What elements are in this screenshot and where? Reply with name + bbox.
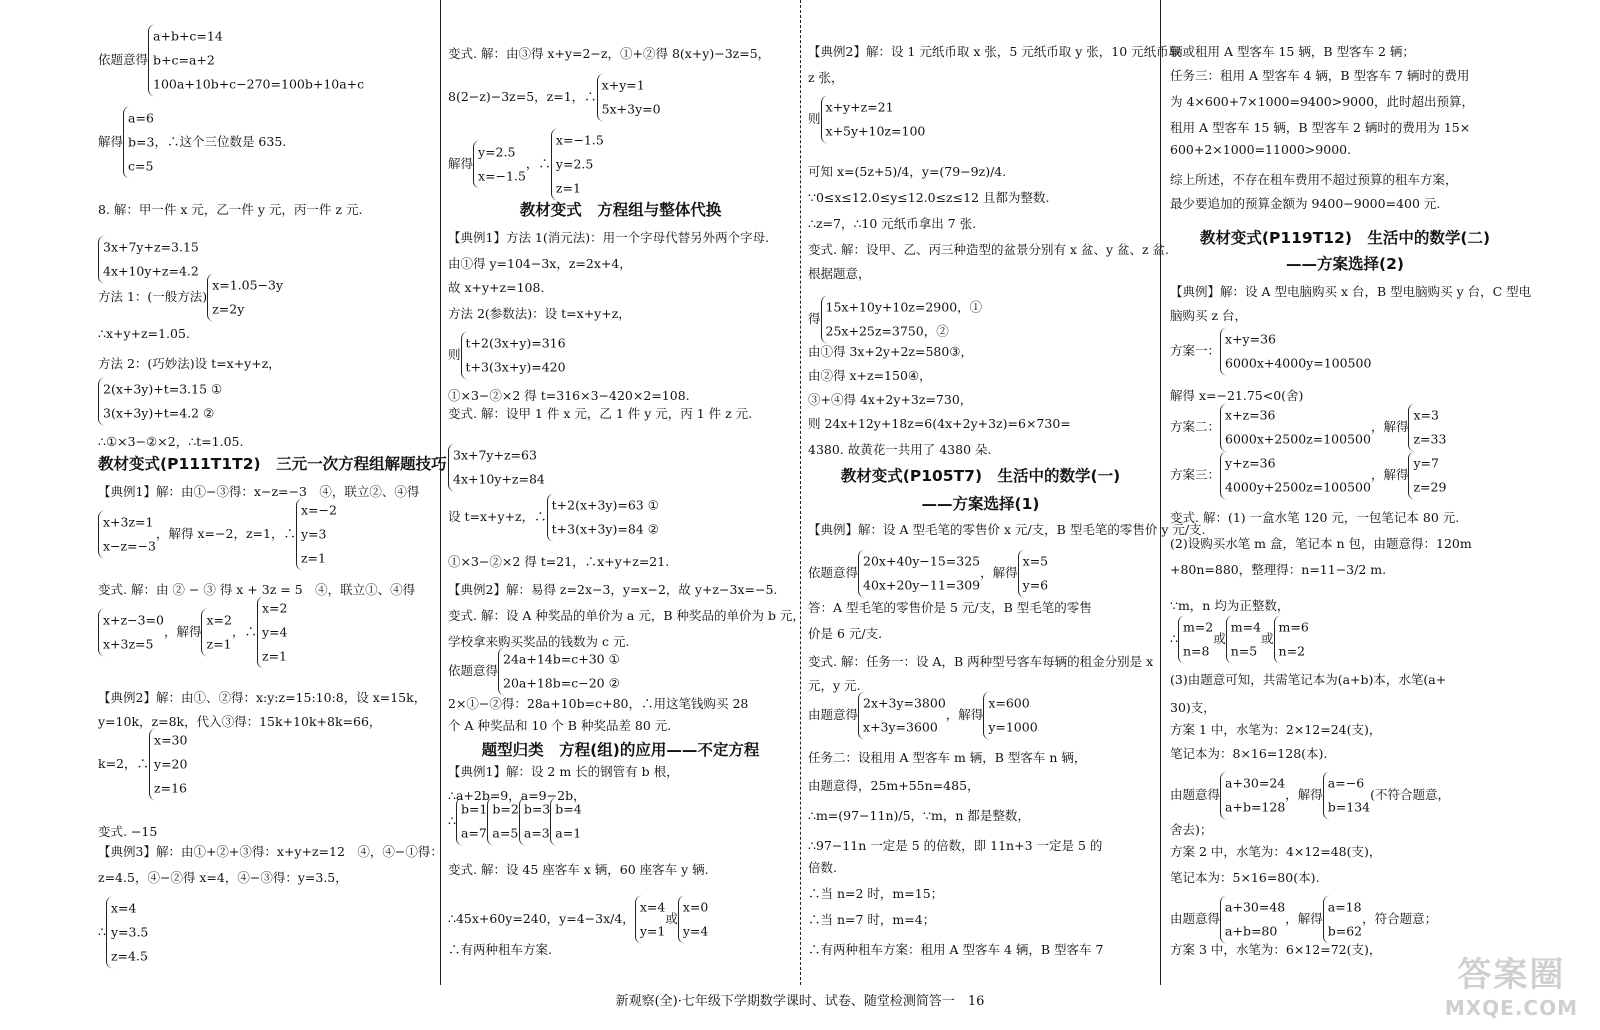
- answer-line: ∴b=1 a=7b=2 a=5b=3 a=3b=4 a=1: [448, 798, 793, 846]
- equation-system: x=0 y=4: [678, 896, 709, 944]
- answer-line: ∴有两种租车方案.: [448, 942, 552, 957]
- answer-line: ①×3−②×2 得 t=316×3−420×2=108.: [448, 388, 690, 403]
- answer-line: 30)支，: [1170, 700, 1216, 715]
- answer-line: ∴45x+60y=240，y=4−3x/4，x=4 y=1或x=0 y=4: [448, 896, 793, 944]
- answer-line: [98, 378, 436, 426]
- answer-line: 2×①−②得：28a+10b=c+80，∴用这笔钱购买 28: [448, 696, 749, 711]
- answer-line: 依题意得a+b+c=14 b+c=a+2 100a+10b+c−270=100b+10a+c: [98, 24, 436, 96]
- answer-line: 变式. 解：设 45 座客车 x 辆，60 座客车 y 辆.: [448, 862, 709, 877]
- equation-system: x=4 y=3.5 z=4.5: [106, 896, 148, 968]
- section-heading: 教材变式(P119T12) 生活中的数学(二): [1199, 229, 1491, 247]
- answer-line: ③+④得 4x+2y+3z=730，: [808, 392, 973, 407]
- answer-line: 学校拿来购买奖品的钱数为 c 元.: [448, 634, 630, 649]
- equation-system: m=4 n=5: [1226, 616, 1261, 664]
- section-heading: ——方案选择(2): [1286, 255, 1404, 273]
- equation-system: x+z=36 6000x+2500z=100500: [1220, 404, 1371, 452]
- section-heading: 教材变式(P105T7) 生活中的数学(一): [840, 467, 1121, 485]
- equation-system: 15x+10y+10z=2900，① 25x+25z=3750，②: [821, 296, 983, 344]
- column-divider: [440, 0, 441, 985]
- equation-system: m=2 n=8: [1178, 616, 1213, 664]
- answer-line: ∴有两种租车方案：租用 A 型客车 4 辆，B 型客车 7: [808, 942, 1104, 957]
- answer-line: ∴97−11n 一定是 5 的倍数，即 11n+3 一定是 5 的: [808, 838, 1103, 853]
- answer-line: 租用 A 型客车 15 辆，B 型客车 2 辆时的费用为 15×: [1170, 120, 1471, 135]
- answer-line: 得15x+10y+10z=2900，① 25x+25z=3750，②: [808, 296, 1153, 344]
- equation-system: a=18 b=62: [1323, 896, 1362, 944]
- answer-line: 依题意得24a+14b=c+30 ① 20a+18b=c−20 ②: [448, 648, 793, 696]
- answer-line: 8(2−z)−3z=5，z=1，∴x+y=1 5x+3y=0: [448, 74, 793, 122]
- answer-line: ∴当 n=7 时，m=4；: [808, 912, 936, 927]
- answer-line: 【典例2】解：由①、②得：x:y:z=15:10:8，设 x=15k，: [98, 690, 427, 705]
- equation-system: a=−6 b=134: [1323, 772, 1370, 820]
- equation-system: x=4 y=1: [635, 896, 666, 944]
- answer-line: 由①得 3x+2y+2z=580③，: [808, 344, 974, 359]
- equation-system: 24a+14b=c+30 ① 20a+18b=c−20 ②: [498, 648, 620, 696]
- answer-line: 故 x+y+z=108.: [448, 280, 545, 295]
- answer-line: 方案 2 中，水笔为：4×12=48(支)，: [1170, 844, 1382, 859]
- answer-line: 任务三：租用 A 型客车 4 辆，B 型客车 7 辆时的费用: [1170, 68, 1470, 83]
- answer-line: 变式. 解：设 A 种奖品的单价为 a 元，B 种奖品的单价为 b 元，: [448, 608, 805, 623]
- equation-system: x=1.05−3y z=2y: [207, 274, 283, 322]
- section-heading: 教材变式 方程组与整体代换: [519, 201, 722, 219]
- watermark-url: MXQE.COM: [1444, 996, 1578, 1020]
- answer-line: 脑购买 z 台，: [1170, 308, 1248, 323]
- equation-system: 2x+3y=3800 x+3y=3600: [858, 692, 946, 740]
- answer-line: 变式. 解：(1) 一盒水笔 120 元，一包笔记本 80 元.: [1170, 510, 1460, 525]
- answer-line: ∴x+y+z=1.05.: [98, 326, 190, 341]
- answer-line: k=2，∴x=30 y=20 z=16: [98, 728, 436, 800]
- answer-line: 600+2×1000=11000>9000.: [1170, 142, 1352, 157]
- equation-system: x=−1.5 y=2.5 z=1: [551, 128, 604, 200]
- answer-line: 根据题意，: [808, 266, 871, 281]
- watermark-text: 答案圈: [1457, 955, 1566, 995]
- answer-line: ∴当 n=2 时，m=15；: [808, 886, 944, 901]
- answer-line: y=10k，z=8k，代入③得：15k+10k+8k=66，: [98, 714, 382, 729]
- answer-line: 【典例1】方法 1(消元法)：用一个字母代替另外两个字母.: [448, 230, 770, 245]
- answer-line: 【典例1】解：由①−③得：x−z=−3 ④，联立②、④得: [98, 484, 420, 499]
- answer-line: ∴z=7，∴10 元纸币拿出 7 张.: [808, 216, 977, 231]
- equation-system: 3x+7y+z=63 4x+10y+z=84: [448, 444, 545, 492]
- answer-line: 【典例】解：设 A 型电脑购买 x 台，B 型电脑购买 y 台，C 型电: [1170, 284, 1532, 299]
- section-heading: 题型归类 方程(组)的应用——不定方程: [481, 741, 760, 759]
- equation-system: a+30=48 a+b=80: [1220, 896, 1285, 944]
- equation-system: y+z=36 4000y+2500z=100500: [1220, 452, 1371, 500]
- answer-line: 方法 2：(巧妙法)设 t=x+y+z，: [98, 356, 281, 371]
- equation-system: x+y+z=21 x+5y+10z=100: [821, 96, 926, 144]
- equation-system: b=1 a=7: [456, 798, 487, 846]
- answer-line: 【典例2】解：设 1 元纸币取 x 张，5 元纸币取 y 张，10 元纸币取: [808, 44, 1182, 59]
- answer-line: 【典例】解：设 A 型毛笔的零售价 x 元/支，B 型毛笔的零售价 y 元/支.: [808, 522, 1206, 537]
- answer-line: 价是 6 元/支.: [808, 626, 883, 641]
- equation-system: y=7 z=29: [1408, 452, 1446, 500]
- answer-line: 【典例1】解：设 2 m 长的钢管有 b 根，: [448, 764, 679, 779]
- answer-line: 辆或租用 A 型客车 15 辆，B 型客车 2 辆；: [1170, 44, 1415, 59]
- equation-system: x+y=36 6000x+4000y=100500: [1220, 328, 1371, 376]
- answer-line: z 张，: [808, 70, 844, 85]
- equation-system: x+y=1 5x+3y=0: [597, 74, 661, 122]
- equation-system: x=30 y=20 z=16: [149, 728, 187, 800]
- answer-line: ①×3−②×2 得 t=21，∴x+y+z=21.: [448, 554, 670, 569]
- equation-system: 2(x+3y)+t=3.15 ① 3(x+3y)+t=4.2 ②: [98, 378, 222, 426]
- column-divider: [1160, 0, 1161, 985]
- column-divider: [800, 0, 801, 985]
- answer-line: 由①得 y=104−3x，z=2x+4，: [448, 256, 632, 271]
- answer-line: 解得 x=−21.75<0(舍): [1170, 388, 1304, 403]
- answer-line: 解得y=2.5 x=−1.5，∴x=−1.5 y=2.5 z=1: [448, 128, 793, 200]
- answer-line: 倍数.: [808, 860, 837, 875]
- answer-line: x+3z=1 x−z=−3，解得 x=−2，z=1，∴x=−2 y=3 z=1: [98, 498, 436, 570]
- equation-system: 20x+40y−15=325 40x+20y−11=309: [858, 550, 980, 598]
- answer-line: 变式. 解：由③得 x+y=2−z，①+②得 8(x+y)−3z=5，: [448, 46, 771, 61]
- equation-system: x=5 y=6: [1018, 550, 1049, 598]
- answer-line: 方法 2(参数法)：设 t=x+y+z，: [448, 306, 631, 321]
- answer-line: 方案 1 中，水笔为：2×12=24(支)，: [1170, 722, 1382, 737]
- answer-line: 最少要追加的预算金额为 9400−9000=400 元.: [1170, 196, 1441, 211]
- answer-line: 方案二：x+z=36 6000x+2500z=100500，解得x=3 z=33: [1170, 404, 1520, 452]
- answer-line: 则x+y+z=21 x+5y+10z=100: [808, 96, 1153, 144]
- answer-line: 由题意得a+30=24 a+b=128，解得a=−6 b=134(不符合题意，: [1170, 772, 1520, 820]
- answer-line: 答：A 型毛笔的零售价是 5 元/支，B 型毛笔的零售: [808, 600, 1092, 615]
- answer-line: ∴m=(97−11n)/5，∵m，n 都是整数，: [808, 808, 1030, 823]
- answer-line: 设 t=x+y+z，∴t+2(x+3y)=63 ① t+3(x+3y)=84 ②: [448, 494, 793, 542]
- answer-line: ∴m=2 n=8或m=4 n=5或m=6 n=2: [1170, 616, 1520, 664]
- answer-line: 4380. 故黄花一共用了 4380 朵.: [808, 442, 992, 457]
- answer-line: 为 4×600+7×1000=9400>9000，此时超出预算，: [1170, 94, 1475, 109]
- answer-line: 【典例2】解：易得 z=2x−3，y=x−2，故 y+z−3x=−5.: [448, 582, 778, 597]
- answer-line: 个 A 种奖品和 10 个 B 种奖品差 80 元.: [448, 718, 672, 733]
- equation-system: x=3 z=33: [1408, 404, 1446, 452]
- answer-line: 笔记本为：5×16=80(本).: [1170, 870, 1320, 885]
- answer-line: ∴x=4 y=3.5 z=4.5: [98, 896, 436, 968]
- answer-line: 依题意得20x+40y−15=325 40x+20y−11=309，解得x=5 y=6: [808, 550, 1153, 598]
- answer-line: 元，y 元.: [808, 678, 861, 693]
- answer-line: 变式. 解：由 ② − ③ 得 x + 3z = 5 ④，联立①、④得: [98, 582, 416, 597]
- answer-line: x+z−3=0 x+3z=5，解得x=2 z=1，∴x=2 y=4 z=1: [98, 596, 436, 668]
- answer-line: ∵0≤x≤12.0≤y≤12.0≤z≤12 且都为整数.: [808, 190, 1050, 205]
- answer-line: ∵m，n 均为正整数，: [1170, 598, 1290, 613]
- answer-line: 由②得 x+z=150④，: [808, 368, 932, 383]
- equation-system: x=600 y=1000: [983, 692, 1037, 740]
- equation-system: t+2(x+3y)=63 ① t+3(x+3y)=84 ②: [547, 494, 659, 542]
- equation-system: a+30=24 a+b=128: [1220, 772, 1285, 820]
- answer-line: [448, 444, 793, 492]
- equation-system: b=3 a=3: [519, 798, 550, 846]
- equation-system: x=2 z=1: [201, 608, 231, 656]
- answer-line: 8. 解：甲一件 x 元，乙一件 y 元，丙一件 z 元.: [98, 202, 363, 217]
- equation-system: b=2 a=5: [487, 798, 518, 846]
- answer-line: ∴a+2b=9，a=9−2b，: [448, 788, 586, 803]
- equation-system: m=6 n=2: [1274, 616, 1309, 664]
- page-footer: 新观察(全)·七年级下学期数学课时、试卷、随堂检测简答一 16: [615, 994, 985, 1009]
- equation-system: x=2 y=4 z=1: [257, 596, 288, 668]
- answer-line: 由题意得2x+3y=3800 x+3y=3600，解得x=600 y=1000: [808, 692, 1153, 740]
- answer-line: ∴①×3−②×2，∴t=1.05.: [98, 434, 244, 449]
- equation-system: 3x+7y+z=3.15 4x+10y+z=4.2: [98, 236, 199, 284]
- equation-system: x+3z=1 x−z=−3: [98, 510, 156, 558]
- answer-line: 笔记本为：8×16=128(本).: [1170, 746, 1328, 761]
- answer-line: 变式. 解：设甲、乙、丙三种造型的盆景分别有 x 盆、y 盆、z 盆.: [808, 242, 1170, 257]
- answer-line: +80n=880，整理得：n=11−3/2 m.: [1170, 562, 1387, 577]
- answer-line: 舍去)；: [1170, 822, 1213, 837]
- equation-system: x=−2 y=3 z=1: [296, 498, 337, 570]
- answer-line: 方法 1：(一般方法)x=1.05−3y z=2y: [98, 274, 436, 322]
- watermark-logo: [1445, 947, 1578, 1020]
- answer-line: 由题意得，25m+55n=485，: [808, 778, 980, 793]
- answer-line: 变式. −15: [98, 824, 158, 839]
- answer-line: (2)设购买水笔 m 盒，笔记本 n 包，由题意得：120m: [1170, 536, 1472, 551]
- answer-line: 可知 x=(5z+5)/4，y=(79−9z)/4.: [808, 164, 1007, 179]
- answer-line: 则 24x+12y+18z=6(4x+2y+3z)=6×730=: [808, 416, 1071, 431]
- answer-line: 则t+2(3x+y)=316 t+3(3x+y)=420: [448, 332, 793, 380]
- section-heading: ——方案选择(1): [921, 495, 1040, 513]
- answer-line: 解得a=6 b=3 c=5，∴这个三位数是 635.: [98, 106, 436, 178]
- equation-system: y=2.5 x=−1.5: [473, 140, 526, 188]
- answer-line: 变式. 解：设甲 1 件 x 元，乙 1 件 y 元，丙 1 件 z 元.: [448, 406, 753, 421]
- answer-line: 方案三：y+z=36 4000y+2500z=100500，解得y=7 z=29: [1170, 452, 1520, 500]
- answer-line: 方案一：x+y=36 6000x+4000y=100500: [1170, 328, 1520, 376]
- answer-line: 方案 3 中，水笔为：6×12=72(支)，: [1170, 942, 1382, 957]
- equation-system: a=6 b=3 c=5: [123, 106, 154, 178]
- answer-line: z=4.5，④−②得 x=4，④−③得：y=3.5，: [98, 870, 348, 885]
- section-heading: 教材变式(P111T1T2) 三元一次方程组解题技巧: [98, 455, 447, 473]
- answer-line: 【典例3】解：由①+②+③得：x+y+z=12 ④，④−①得：: [98, 844, 443, 859]
- answer-line: (3)由题意可知，共需笔记本为(a+b)本，水笔(a+: [1170, 672, 1447, 687]
- equation-system: x+z−3=0 x+3z=5: [98, 608, 164, 656]
- answer-line: 由题意得a+30=48 a+b=80，解得a=18 b=62，符合题意；: [1170, 896, 1520, 944]
- equation-system: b=4 a=1: [550, 798, 581, 846]
- equation-system: t+2(3x+y)=316 t+3(3x+y)=420: [461, 332, 566, 380]
- answer-line: 变式. 解：任务一：设 A，B 两种型号客车每辆的租金分别是 x: [808, 654, 1154, 669]
- equation-system: a+b+c=14 b+c=a+2 100a+10b+c−270=100b+10a+c: [148, 24, 364, 96]
- answer-line: 任务二：设租用 A 型客车 m 辆，B 型客车 n 辆，: [808, 750, 1087, 765]
- answer-line: 综上所述，不存在租车费用不超过预算的租车方案，: [1170, 172, 1458, 187]
